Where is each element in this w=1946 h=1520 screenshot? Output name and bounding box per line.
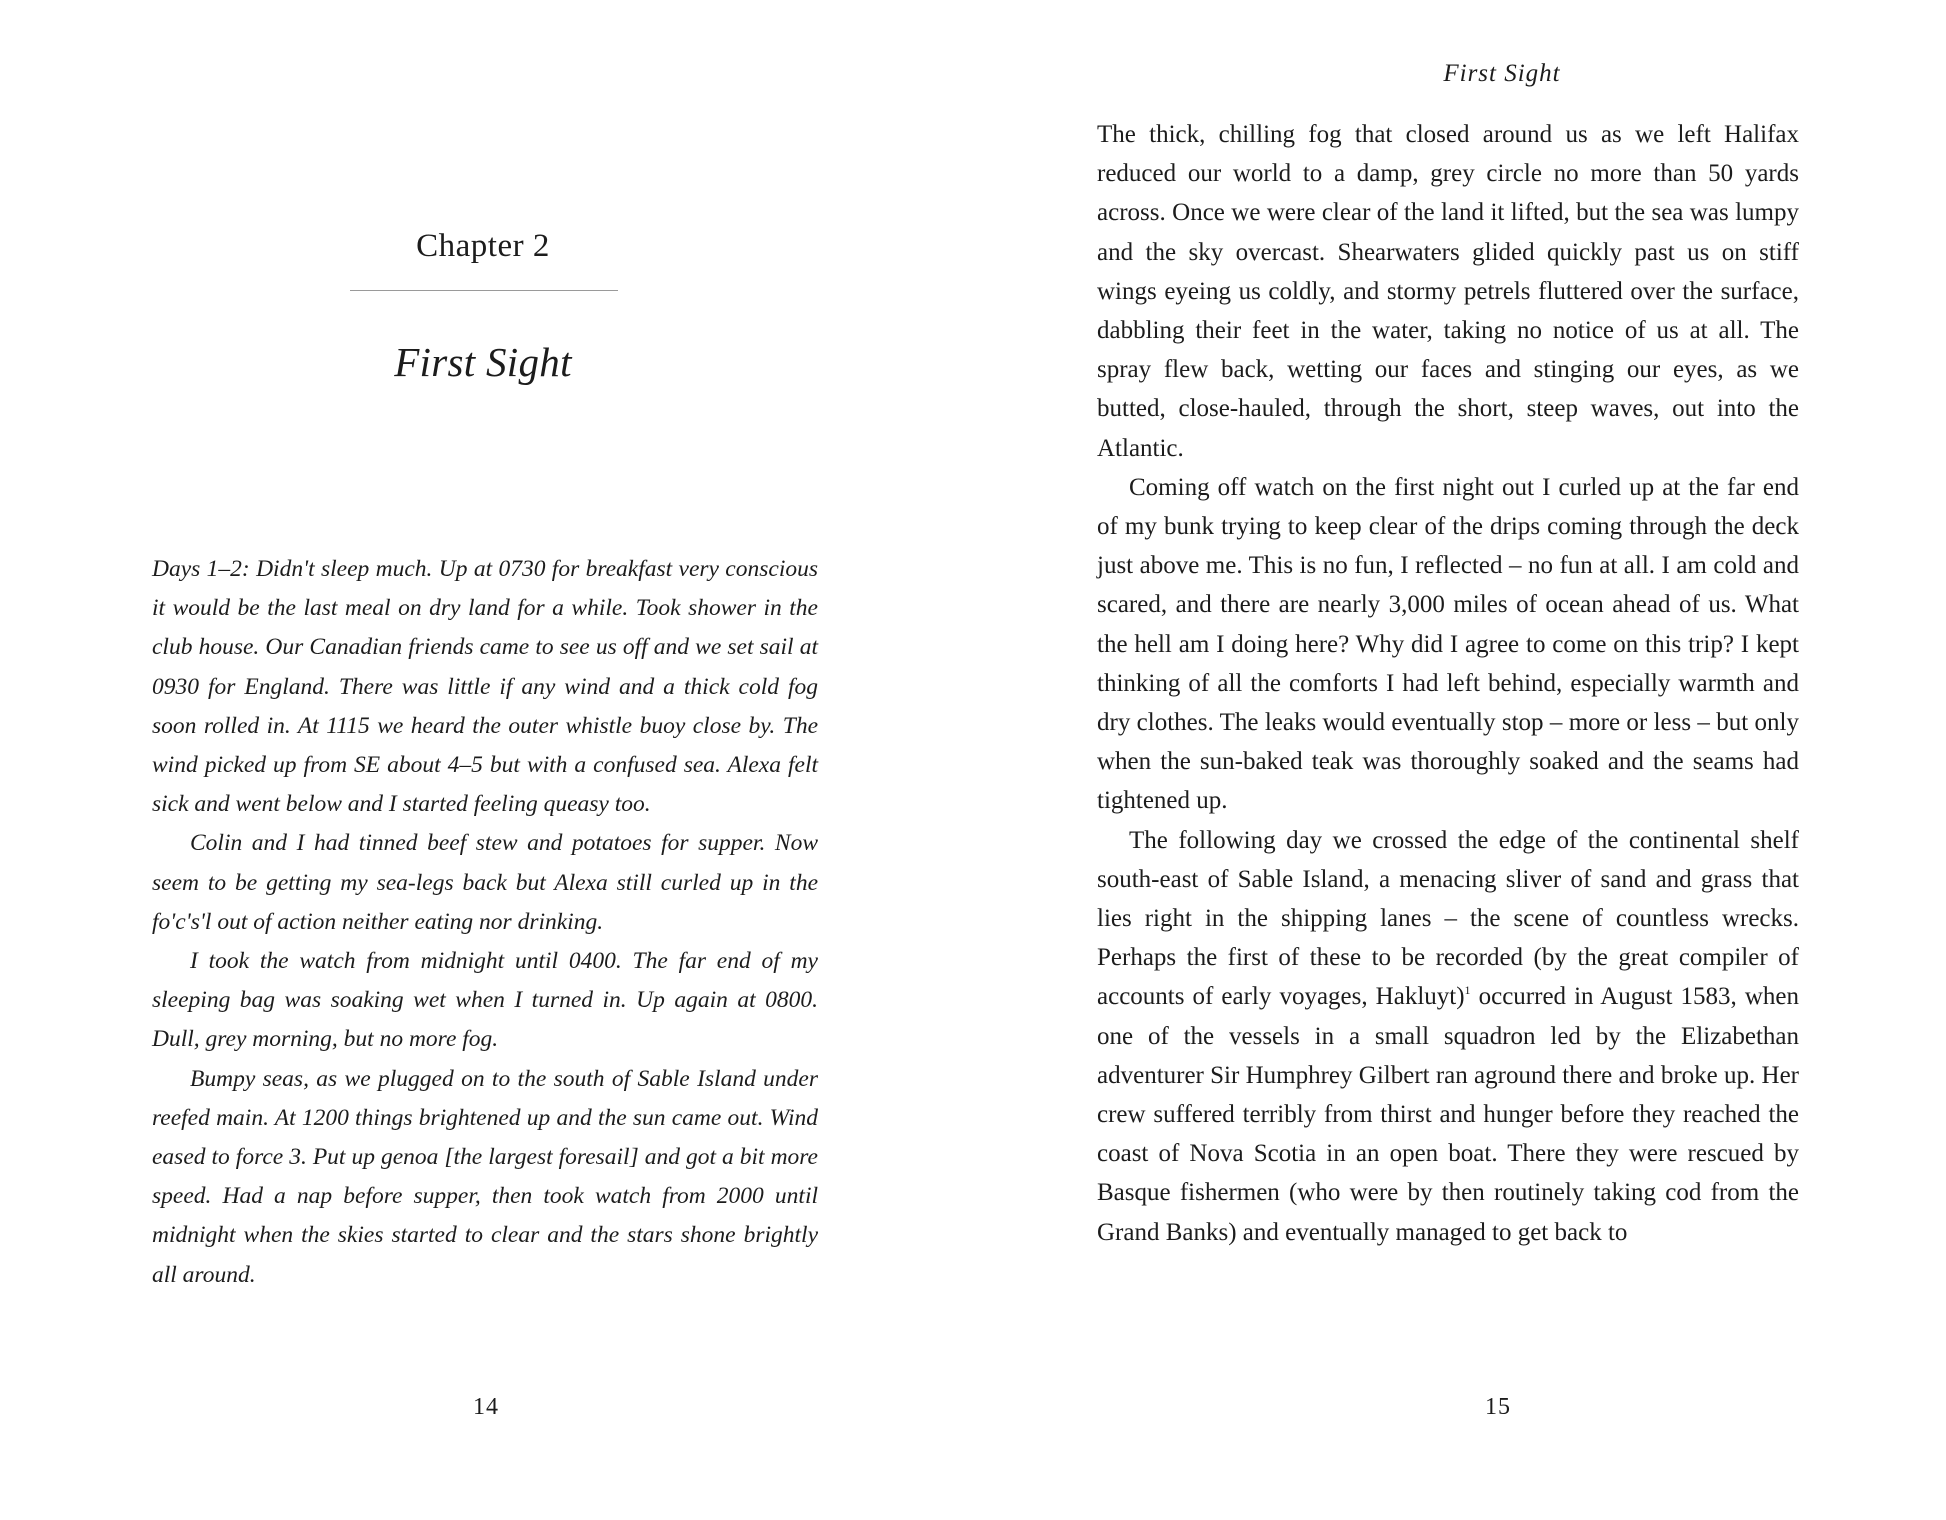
chapter-number: Chapter 2 [416,228,550,264]
right-page [973,0,1946,1520]
diary-extract [152,550,818,1295]
running-head: First Sight [1443,60,1561,87]
body-text [1097,115,1799,1252]
body-paragraph-text: occurred in August 1583, when one of the vessels in a small squadron led by the Elizabethan adventurer Sir Humphrey Gilbert ran aground there and broke up. Her crew suffered terribly from thirst and hunger before they reached the coast of Nova Scotia in an open boat. There they were rescued by Basque fishermen (who were by then routinely taking cod from the Grand Banks) and eventually managed to get back to [1097,983,1799,1246]
body-paragraph: Coming off watch on the first night out I curled up at the far end of my bunk trying to keep clear of the drips coming through the deck just above me. This is no fun, I reflected – no fun at all. I am cold and scared, and there are nearly 3,000 miles of ocean ahead of us. What the hell am I doing here? Why did I agree to come on this trip? I kept thinking of all the comforts I had left behind, especially warmth and dry clothes. The leaks would eventually stop – more or less – but only when the sun-baked teak was thoroughly soaked and the seams had tightened up. [1097,473,1799,815]
body-paragraph-text: The following day we crossed the edge of the continental shelf south-east of Sable Island, a menacing sliver of sand and grass that lies right in the shipping lanes – the scene of countless wrecks. Perhaps the first of these to be recorded (by the great compiler of accounts of early voyages, Hakluyt) [1097,826,1799,1011]
chapter-divider-rule [350,290,618,291]
diary-paragraph: Days 1–2: Didn't sleep much. Up at 0730 for breakfast very conscious it would be the last meal on dry land for a while. Took shower in the club house. Our Canadian friends came to see us off and we set sail at 0930 for England. There was little if any wind and a thick cold fog soon rolled in. At 1115 we heard the outer whistle buoy close by. The wind picked up from SE about 4–5 but with a confused sea. Alexa felt sick and went below and I started feeling queasy too. [152,556,818,818]
diary-paragraph: Bumpy seas, as we plugged on to the south of Sable Island under reefed main. At 1200 things brightened up and the sun came out. Wind eased to force 3. Put up genoa [the largest foresail] and got a bit more speed. Had a nap before supper, then took watch from 2000 until midnight when the skies started to clear and the stars shone brightly all around. [152,1065,818,1288]
page-number-right: 15 [1485,1394,1511,1420]
chapter-title: First Sight [394,339,572,385]
body-paragraph: The thick, chilling fog that closed around us as we left Halifax reduced our world to a damp, grey circle no more than 50 yards across. Once we were clear of the land it lifted, but the sea was lumpy and the sky overcast. Shearwaters glided quickly past us on stiff wings eyeing us coldly, and stormy petrels fluttered over the surface, dabbling their feet in the water, taking no notice of us at all. The spray flew back, wetting our faces and stinging our eyes, as we butted, close-hauled, through the short, steep waves, out into the Atlantic. [1097,121,1799,462]
page-number-left: 14 [473,1394,499,1420]
diary-paragraph: Colin and I had tinned beef stew and potatoes for supper. Now seem to be getting my sea-legs back but Alexa still curled up in the fo'c's'l out of action neither eating nor drinking. [152,830,818,935]
body-paragraph [1097,821,1799,1252]
footnote-marker[interactable]: 1 [1464,983,1471,998]
diary-paragraph: I took the watch from midnight until 0400. The far end of my sleeping bag was soaking wet when I turned in. Up again at 0800. Dull, grey morning, but no more fog. [152,948,818,1053]
